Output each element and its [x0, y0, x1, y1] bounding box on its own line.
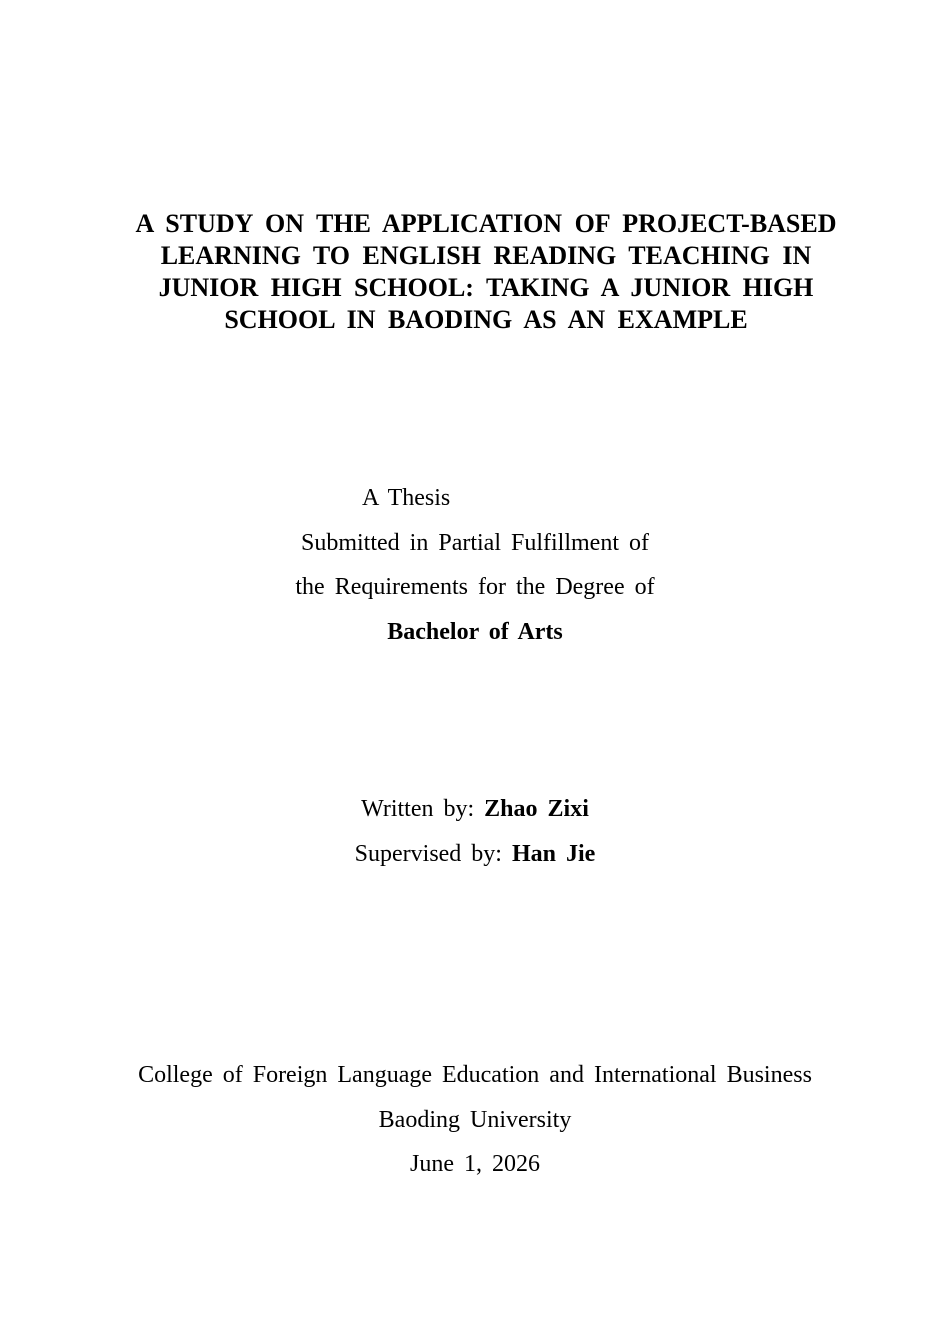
- university-name: Baoding University: [378, 1107, 572, 1133]
- written-by-label: Written by:: [361, 796, 475, 822]
- submission-date: June 1, 2026: [410, 1151, 540, 1177]
- submission-statement-line-2: the Requirements for the Degree of: [295, 574, 655, 600]
- supervisor-name: Han Jie: [511, 841, 596, 867]
- degree-name: Bachelor of Arts: [387, 619, 563, 645]
- author-line: [0, 794, 950, 824]
- thesis-label: A Thesis: [362, 485, 451, 511]
- college-name: College of Foreign Language Education and International Business: [138, 1062, 812, 1088]
- submission-statement-line-1: Submitted in Partial Fulfillment of: [301, 530, 649, 556]
- supervisor-line: [0, 839, 950, 869]
- supervised-by-label: Supervised by:: [354, 841, 502, 867]
- author-name: Zhao Zixi: [484, 796, 589, 822]
- thesis-title: A STUDY ON THE APPLICATION OF PROJECT-BASED LEARNING TO ENGLISH READING TEACHING IN JUNIOR HIGH SCHOOL: TAKING A JUNIOR HIGH SCHOOL IN BAODING AS AN EXAMPLE: [135, 209, 837, 334]
